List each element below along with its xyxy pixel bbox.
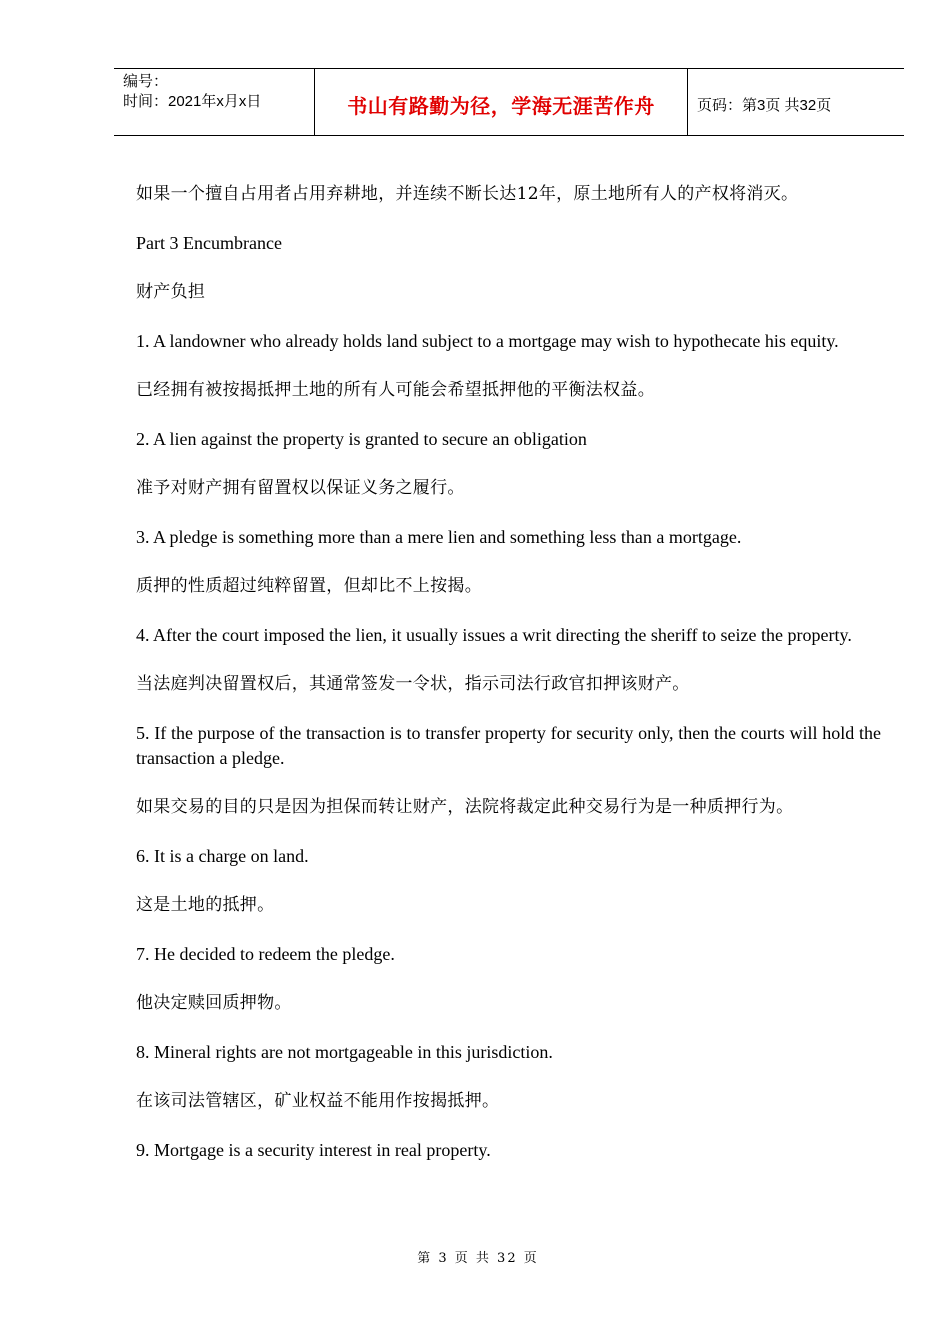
paragraph: 3. A pledge is something more than a mere lien and something less than a mortgage. <box>136 527 742 547</box>
paragraph: 1. A landowner who already holds land subject to a mortgage may wish to hypothecate his equity. <box>136 331 839 351</box>
header-meta <box>114 69 315 135</box>
header-page-number: 页码：第3页 共32页 <box>697 96 832 114</box>
section-heading: Part 3 Encumbrance <box>136 233 282 253</box>
paragraph: 4. After the court imposed the lien, it usually issues a writ directing the sheriff to seize the property. <box>136 625 852 645</box>
paragraph: 7. He decided to redeem the pledge. <box>136 944 395 964</box>
paragraph: 当法庭判决留置权后，其通常签发一令状，指示司法行政官扣押该财产。 <box>136 674 690 694</box>
paragraph: 准予对财产拥有留置权以保证义务之履行。 <box>136 478 465 498</box>
paragraph: 5. If the purpose of the transaction is to transfer property for security only, then the courts will hold the transaction a pledge. <box>136 723 881 768</box>
date-label: 时间：2021年x月x日 <box>123 93 262 110</box>
document-body <box>136 182 881 1187</box>
paragraph: 如果交易的目的只是因为担保而转让财产，法院将裁定此种交易行为是一种质押行为。 <box>136 797 794 817</box>
page-header <box>114 68 904 136</box>
paragraph: 他决定赎回质押物。 <box>136 993 292 1013</box>
paragraph: 质押的性质超过纯粹留置，但却比不上按揭。 <box>136 576 482 596</box>
paragraph: 9. Mortgage is a security interest in real property. <box>136 1140 491 1160</box>
paragraph: 这是土地的抵押。 <box>136 895 275 915</box>
paragraph: 2. A lien against the property is granted to secure an obligation <box>136 429 587 449</box>
section-heading-translation: 财产负担 <box>136 282 206 302</box>
paragraph: 在该司法管辖区，矿业权益不能用作按揭抵押。 <box>136 1091 500 1111</box>
page-footer: 第 3 页 共 32 页 <box>417 1251 539 1266</box>
paragraph: 如果一个擅自占用者占用弃耕地，并连续不断长达12年，原土地所有人的产权将消灭。 <box>136 184 799 204</box>
serial-number-label: 编号： <box>123 73 169 90</box>
header-motto: 书山有路勤为径，学海无涯苦作舟 <box>315 69 688 135</box>
paragraph: 8. Mineral rights are not mortgageable in this jurisdiction. <box>136 1042 553 1062</box>
paragraph: 6. It is a charge on land. <box>136 846 309 866</box>
paragraph: 已经拥有被按揭抵押土地的所有人可能会希望抵押他的平衡法权益。 <box>136 380 655 400</box>
